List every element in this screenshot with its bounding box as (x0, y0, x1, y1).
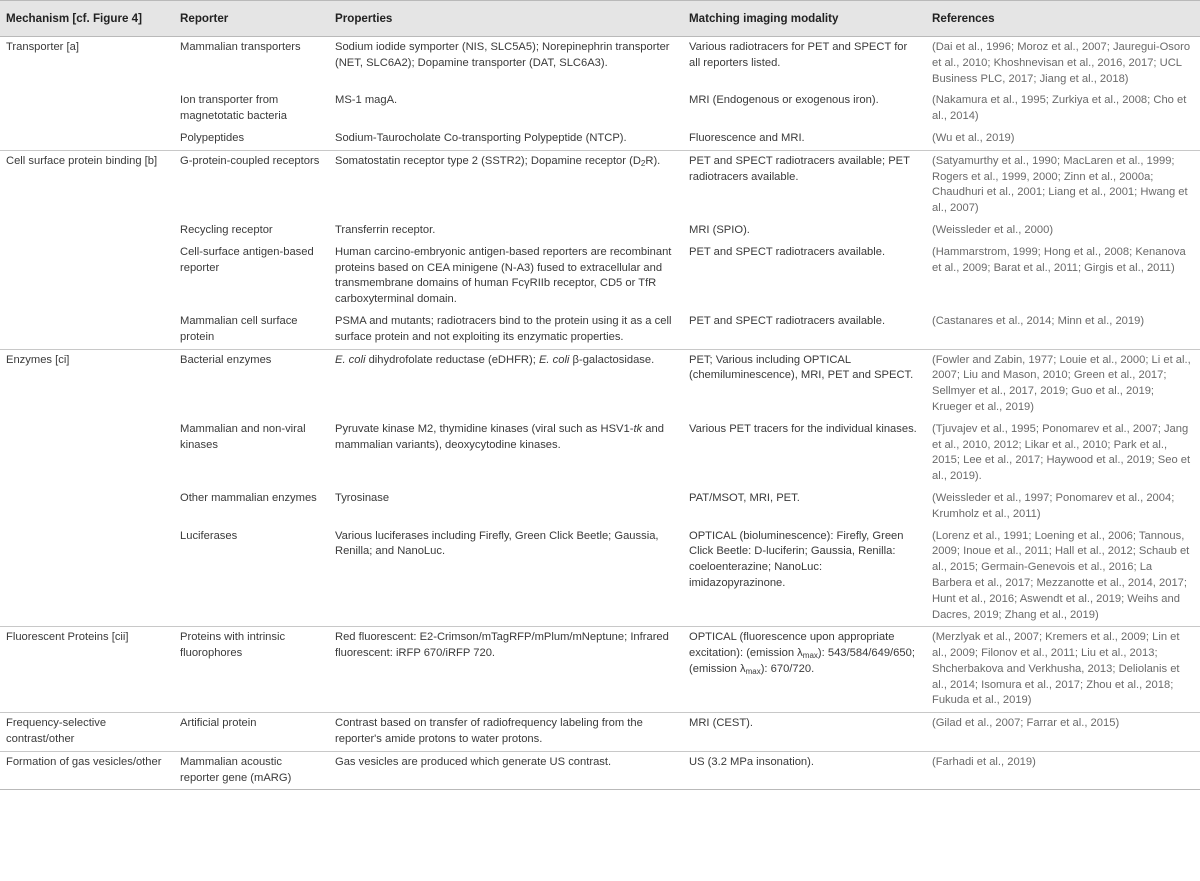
references-cell: (Dai et al., 1996; Moroz et al., 2007; Jauregui-Osoro et al., 2010; Khoshnevisan et al., 2016, 2017; UCL Business PLC, 2017; Jiang et al., 2018) (926, 37, 1200, 91)
modality-text: OPTICAL (fluorescence upon appropriate excitation): (emission λ (689, 631, 895, 660)
reporter-cell: Recycling receptor (180, 223, 273, 236)
table-row (0, 488, 1200, 526)
reporter-cell: Luciferases (180, 529, 238, 542)
properties-cell: Contrast based on transfer of radiofrequency labeling from the reporter's amide protons to water protons. (329, 713, 683, 752)
table-row (0, 128, 1200, 150)
properties-cell: Transferrin receptor. (335, 223, 436, 236)
modality-cell: Various PET tracers for the individual kinases. (689, 422, 917, 435)
reporter-cell: Mammalian cell surface protein (180, 314, 298, 343)
italic-text: tk (633, 422, 643, 435)
table-row (0, 311, 1200, 349)
modality-cell: Various radiotracers for PET and SPECT for all reporters listed. (683, 37, 926, 91)
italic-text: E. coli (335, 353, 366, 366)
modality-cell (683, 627, 926, 713)
properties-text: Pyruvate kinase M2, thymidine kinases (viral such as HSV1- (335, 422, 634, 435)
references-cell: (Weissleder et al., 2000) (932, 223, 1054, 236)
mechanism-cell (0, 526, 174, 627)
mechanism-cell (0, 90, 174, 128)
mechanism-cell: Enzymes [ci] (0, 349, 174, 419)
modality-cell: MRI (CEST). (683, 713, 926, 752)
table-row (0, 526, 1200, 627)
header-reporter: Reporter (174, 1, 329, 37)
mechanism-cell: Cell surface protein binding [b] (0, 150, 174, 220)
mechanism-cell (0, 128, 174, 150)
properties-text: dihydrofolate reductase (eDHFR); (365, 353, 539, 366)
table-row (0, 349, 1200, 419)
modality-cell: PET and SPECT radiotracers available; PET radiotracers available. (683, 150, 926, 220)
reporter-cell: G-protein-coupled receptors (174, 150, 329, 220)
subscript: max (802, 651, 818, 661)
mechanism-cell (0, 220, 174, 242)
modality-cell: OPTICAL (bioluminescence): Firefly, Green Click Beetle: D-luciferin; Gaussia, Renilla: coeloenterazine; NanoLuc: imidazopyrazinone. (689, 529, 904, 589)
modality-cell: PET and SPECT radiotracers available. (689, 314, 886, 327)
properties-cell: Sodium iodide symporter (NIS, SLC5A5); Norepinephrin transporter (NET, SLC6A2); Dopamine transporter (DAT, SLC6A3). (329, 37, 683, 91)
references-cell: (Tjuvajev et al., 1995; Ponomarev et al., 2007; Jang et al., 2010, 2012; Likar et al., 2010; Park et al., 2015; Lee et al., 2017; Haywood et al., 2019; Seo et al., 2019). (932, 422, 1191, 483)
reporter-cell: Proteins with intrinsic fluorophores (174, 627, 329, 713)
table-row (0, 90, 1200, 128)
mechanism-cell: Frequency-selective contrast/other (0, 713, 174, 752)
properties-cell (329, 349, 683, 419)
properties-cell: Gas vesicles are produced which generate US contrast. (329, 751, 683, 790)
modality-cell: PET and SPECT radiotracers available. (689, 245, 886, 258)
properties-cell: Tyrosinase (335, 491, 390, 504)
table-row (0, 242, 1200, 311)
references-cell: (Castanares et al., 2014; Minn et al., 2019) (932, 314, 1145, 327)
reporter-cell: Mammalian transporters (174, 37, 329, 91)
table-row (0, 220, 1200, 242)
references-cell: (Wu et al., 2019) (932, 131, 1015, 144)
reporter-cell: Artificial protein (174, 713, 329, 752)
properties-cell: PSMA and mutants; radiotracers bind to the protein using it as a cell surface protein and not exploiting its enzymatic properties. (335, 314, 672, 343)
table-row (0, 37, 1200, 91)
header-modality: Matching imaging modality (683, 1, 926, 37)
header-row (0, 1, 1200, 37)
header-mechanism: Mechanism [cf. Figure 4] (0, 1, 174, 37)
mechanism-cell: Transporter [a] (0, 37, 174, 91)
references-cell: (Satyamurthy et al., 1990; MacLaren et al., 1999; Rogers et al., 1999, 2000; Zinn et al., 2000a; Chaudhuri et al., 2001; Liang et al., 2001; Hwang et al., 2007) (926, 150, 1200, 220)
modality-text: ): 543/584/649/650; (emission λ (689, 647, 915, 675)
references-cell: (Nakamura et al., 1995; Zurkiya et al., 2008; Cho et al., 2014) (932, 94, 1187, 123)
italic-text: E. coli (538, 353, 570, 366)
header-properties: Properties (329, 1, 683, 37)
references-cell: (Gilad et al., 2007; Farrar et al., 2015) (926, 713, 1200, 752)
header-references: References (926, 1, 1200, 37)
table-row (0, 627, 1200, 713)
table-row (0, 751, 1200, 790)
references-cell: (Weissleder et al., 1997; Ponomarev et al., 2004; Krumholz et al., 2011) (932, 491, 1175, 520)
mechanism-cell: Formation of gas vesicles/other (0, 751, 174, 790)
properties-text: Somatostatin receptor type 2 (SSTR2); Dopamine receptor (D (335, 154, 641, 167)
modality-text: ): 670/720. (760, 662, 815, 675)
references-cell: (Merzlyak et al., 2007; Kremers et al., 2009; Lin et al., 2009; Filonov et al., 2011; Liu et al., 2013; Shcherbakova and Verkhusha, 2013; Deliolanis et al., 2014; Isomura et al., 2017; Zhou et al., 2018; Fukuda et al., 2019) (926, 627, 1200, 713)
table-header (0, 1, 1200, 37)
references-cell: (Farhadi et al., 2019) (926, 751, 1200, 790)
properties-cell (329, 150, 683, 220)
references-cell: (Hammarstrom, 1999; Hong et al., 2008; Kenanova et al., 2009; Barat et al., 2011; Girgis et al., 2011) (932, 245, 1186, 274)
mechanism-cell (0, 419, 174, 488)
mechanism-cell: Fluorescent Proteins [cii] (0, 627, 174, 713)
table-row (0, 713, 1200, 752)
properties-text: and mammalian variants), deoxycytodine kinases. (335, 422, 664, 451)
table-body (0, 37, 1200, 790)
properties-text: R). (645, 154, 661, 167)
properties-text: β-galactosidase. (569, 353, 655, 366)
modality-cell: MRI (SPIO). (689, 223, 750, 236)
mechanism-cell (0, 311, 174, 349)
properties-cell: Human carcino-embryonic antigen-based reporters are recombinant proteins based on CEA minigene (N-A3) fused to extracellular and transmembrane domains of human FcγRIIb receptor, CD5 or TfR carboxyterminal domain. (335, 245, 672, 306)
modality-cell: Fluorescence and MRI. (689, 131, 805, 144)
subscript: max (745, 666, 761, 676)
references-cell: (Lorenz et al., 1991; Loening et al., 2006; Tannous, 2009; Inoue et al., 2011; Hall et al., 2012; Schaub et al., 2015; Germain-Genevois et al., 2016; La Barbera et al., 2017; Mezzanotte et al., 2014, 2017; Hunt et al., 2016; Aswendt et al., 2019; Weihs and Dacres, 2019; Zhang et al., 2019) (932, 529, 1190, 621)
modality-cell: US (3.2 MPa insonation). (683, 751, 926, 790)
reporter-cell: Cell-surface antigen-based reporter (180, 245, 314, 274)
mechanism-cell (0, 488, 174, 526)
properties-cell: MS-1 magA. (335, 94, 398, 107)
references-cell: (Fowler and Zabin, 1977; Louie et al., 2000; Li et al., 2007; Liu and Mason, 2010; Green et al., 2017; Sellmyer et al., 2017, 2019; Guo et al., 2019; Krueger et al., 2019) (926, 349, 1200, 419)
table-row (0, 419, 1200, 488)
properties-cell (329, 419, 683, 488)
subscript: 2 (640, 158, 646, 168)
reporter-cell: Mammalian and non-viral kinases (180, 422, 306, 451)
properties-cell: Red fluorescent: E2-Crimson/mTagRFP/mPlum/mNeptune; Infrared fluorescent: iRFP 670/iRFP 720. (329, 627, 683, 713)
table-row (0, 150, 1200, 220)
mechanism-cell (0, 242, 174, 311)
reporter-cell: Polypeptides (180, 131, 245, 144)
reporter-cell: Ion transporter from magnetotatic bacteria (180, 94, 287, 123)
reporter-cell: Bacterial enzymes (174, 349, 329, 419)
reporter-cell: Mammalian acoustic reporter gene (mARG) (174, 751, 329, 790)
modality-cell: PAT/MSOT, MRI, PET. (689, 491, 800, 504)
properties-cell: Sodium-Taurocholate Co-transporting Polypeptide (NTCP). (335, 131, 627, 144)
reporter-cell: Other mammalian enzymes (180, 491, 317, 504)
modality-cell: MRI (Endogenous or exogenous iron). (689, 94, 879, 107)
properties-cell: Various luciferases including Firefly, Green Click Beetle; Gaussia, Renilla; and NanoLuc. (335, 529, 659, 558)
modality-cell: PET; Various including OPTICAL (chemiluminescence), MRI, PET and SPECT. (683, 349, 926, 419)
